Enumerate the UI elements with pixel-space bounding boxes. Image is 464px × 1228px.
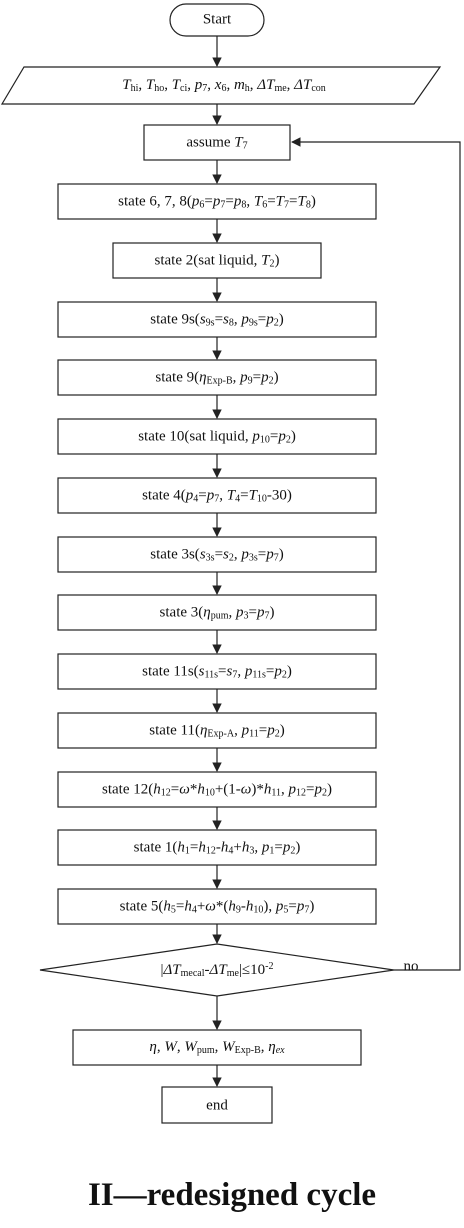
process-state-2-label: state 2(sat liquid, T2) <box>154 252 280 270</box>
process-state-3-node <box>58 595 376 630</box>
process-state-9-node <box>58 360 376 395</box>
process-state-5-node <box>58 889 376 924</box>
process-state-11-label: state 11(ηExp-A, p11=p2) <box>149 722 285 740</box>
process-assume-t7-label: assume T7 <box>186 134 248 152</box>
process-state-2-node <box>113 243 321 278</box>
process-state-9s-label: state 9s(s9s=s8, p9s=p2) <box>150 311 284 329</box>
end-label: end <box>206 1097 228 1114</box>
process-state-5-label: state 5(h5=h4+ω*(h9-h10), p5=p7) <box>119 898 315 916</box>
output-results-label: η, W, Wpum, WExp-B, ηex <box>149 1039 285 1057</box>
process-state-10-node <box>58 419 376 454</box>
process-state-11-node <box>58 713 376 748</box>
start-node <box>170 4 264 36</box>
input-parameters-node <box>2 67 440 104</box>
process-assume-t7-node <box>144 125 290 160</box>
output-results-node <box>73 1030 361 1065</box>
process-state-3-label: state 3(ηpum, p3=p7) <box>159 604 275 622</box>
process-state-4-label: state 4(p4=p7, T4=T10-30) <box>142 487 292 505</box>
process-state-11s-node <box>58 654 376 689</box>
convergence-decision-node <box>40 944 419 996</box>
process-state-1-label: state 1(h1=h12-h4+h3, p1=p2) <box>133 839 301 857</box>
process-state-3s-label: state 3s(s3s=s2, p3s=p7) <box>150 546 284 564</box>
process-state-6-7-8-label: state 6, 7, 8(p6=p7=p8, T6=T7=T8) <box>118 193 316 211</box>
process-state-3s-node <box>58 537 376 572</box>
convergence-condition-label: |ΔTmecal-ΔTme|≤10-2 <box>160 960 274 980</box>
process-state-6-7-8-node <box>58 184 376 219</box>
input-parameters-label: Thi, Tho, Tci, p7, x6, mh, ΔTme, ΔTcon <box>122 77 326 95</box>
figure-caption: II—redesigned cycle <box>87 1177 377 1213</box>
process-state-12-node <box>58 772 376 807</box>
process-state-9-label: state 9(ηExp-B, p9=p2) <box>155 369 279 387</box>
process-state-12-label: state 12(h12=ω*h10+(1-ω)*h11, p12=p2) <box>102 781 332 799</box>
end-node <box>162 1087 272 1123</box>
process-state-4-node <box>58 478 376 513</box>
process-state-9s-node <box>58 302 376 337</box>
no-branch-label: no <box>403 958 419 975</box>
start-label: Start <box>202 11 232 28</box>
process-state-1-node <box>58 830 376 865</box>
process-state-10-label: state 10(sat liquid, p10=p2) <box>138 428 296 446</box>
process-state-11s-label: state 11s(s11s=s7, p11s=p2) <box>142 663 292 681</box>
